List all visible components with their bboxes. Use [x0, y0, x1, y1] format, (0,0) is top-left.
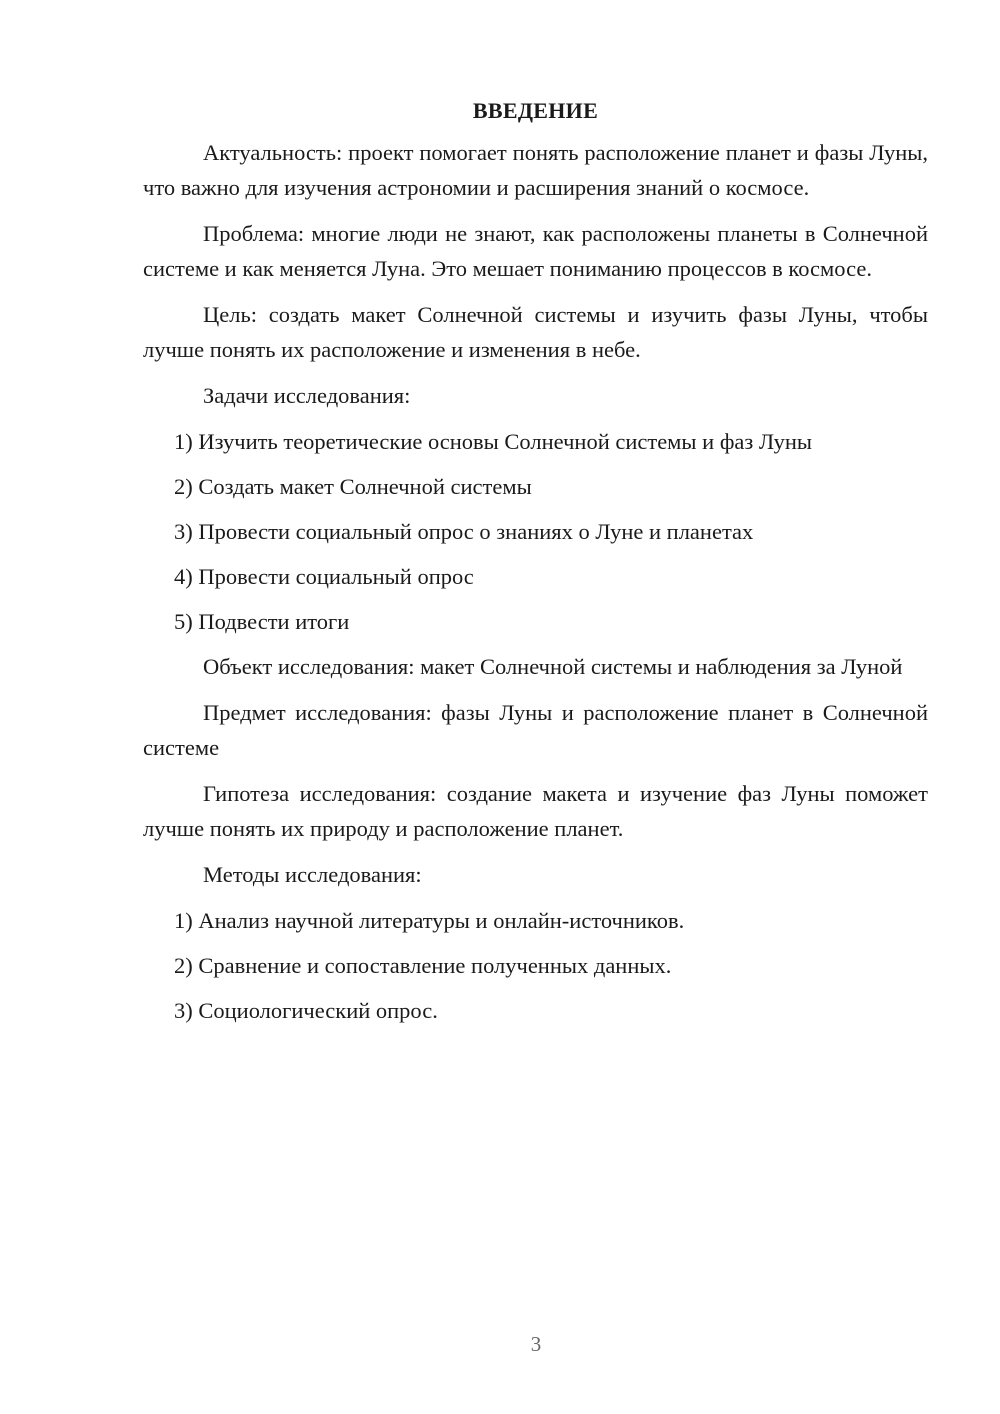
page-number: 3	[530, 1332, 542, 1356]
list-item: 3) Провести социальный опрос о знаниях о Луне и планетах	[174, 519, 754, 544]
list-item: 1) Анализ научной литературы и онлайн-источников.	[174, 908, 685, 933]
list-item: 5) Подвести итоги	[174, 609, 350, 634]
list-item: 4) Провести социальный опрос	[174, 564, 474, 589]
hypothesis-paragraph: Гипотеза исследования: создание макета и изучение фаз Луны поможет лучше понять их природу и расположение планет.	[143, 781, 928, 841]
subject-paragraph: Предмет исследования: фазы Луны и расположение планет в Солнечной системе	[143, 700, 928, 760]
list-item: 2) Создать макет Солнечной системы	[174, 474, 532, 499]
list-item: 2) Сравнение и сопоставление полученных данных.	[174, 953, 672, 978]
methods-heading: Методы исследования:	[203, 862, 422, 887]
goal-paragraph: Цель: создать макет Солнечной системы и изучить фазы Луны, чтобы лучше понять их расположение и изменения в небе.	[143, 302, 928, 362]
document-page	[143, 94, 928, 1038]
list-item: 3) Социологический опрос.	[174, 998, 438, 1023]
section-title: ВВЕДЕНИЕ	[472, 98, 599, 123]
relevance-paragraph: Актуальность: проект помогает понять расположение планет и фазы Луны, что важно для изучения астрономии и расширения знаний о космосе.	[143, 140, 928, 200]
problem-paragraph: Проблема: многие люди не знают, как расположены планеты в Солнечной системе и как меняется Луна. Это мешает пониманию процессов в космосе.	[143, 221, 928, 281]
list-item: 1) Изучить теоретические основы Солнечной системы и фаз Луны	[174, 429, 813, 454]
object-paragraph: Объект исследования: макет Солнечной системы и наблюдения за Луной	[203, 654, 903, 679]
tasks-heading: Задачи исследования:	[203, 383, 411, 408]
methods-list	[143, 903, 928, 1028]
tasks-list	[143, 424, 928, 639]
